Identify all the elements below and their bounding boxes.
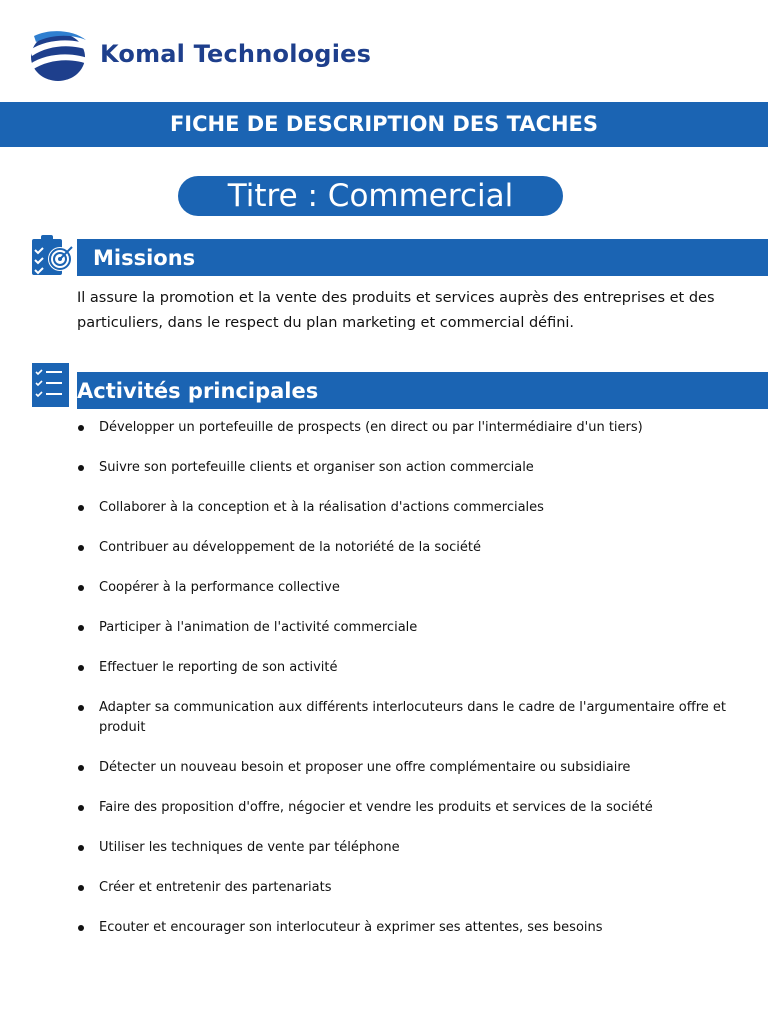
- brand-name: Komal Technologies: [100, 40, 372, 68]
- list-item: [78, 878, 748, 898]
- list-item-text: Suivre son portefeuille clients et organiser son action commerciale: [99, 460, 534, 475]
- list-item: [78, 538, 748, 558]
- list-item-text: Créer et entretenir des partenariats: [99, 880, 332, 895]
- list-item-text: Collaborer à la conception et à la réalisation d'actions commerciales: [99, 500, 544, 515]
- bullet-icon: [78, 585, 84, 591]
- list-item-text: Effectuer le reporting de son activité: [99, 660, 338, 675]
- bullet-icon: [78, 545, 84, 551]
- list-item: [78, 698, 748, 738]
- bullet-icon: [78, 665, 84, 671]
- bullet-icon: [78, 765, 84, 771]
- list-item-text: Développer un portefeuille de prospects (en direct ou par l'intermédiaire d'un tiers): [99, 420, 643, 435]
- list-item: [78, 578, 748, 598]
- missions-heading: Missions: [93, 246, 196, 270]
- activities-list: [78, 418, 748, 958]
- list-item: [78, 498, 748, 518]
- list-item-text: Utiliser les techniques de vente par téléphone: [99, 840, 400, 855]
- list-item-text: Contribuer au développement de la notoriété de la société: [99, 540, 481, 555]
- job-title: Titre : Commercial: [178, 176, 563, 216]
- list-item: [78, 618, 748, 638]
- list-item: [78, 758, 748, 778]
- bullet-icon: [78, 705, 84, 711]
- bullet-icon: [78, 845, 84, 851]
- list-item: [78, 458, 748, 478]
- bullet-icon: [78, 885, 84, 891]
- list-item: [78, 658, 748, 678]
- list-item-text: Coopérer à la performance collective: [99, 580, 340, 595]
- list-item: [78, 798, 748, 818]
- list-item-text: Faire des proposition d'offre, négocier et vendre les produits et services de la société: [99, 800, 653, 815]
- missions-description: Il assure la promotion et la vente des produits et services auprès des entreprises et des particuliers, dans le respect du plan marketing et commercial défini.: [77, 290, 715, 331]
- list-item: [78, 418, 748, 438]
- bullet-icon: [78, 465, 84, 471]
- list-item: [78, 838, 748, 858]
- document-banner: FICHE DE DESCRIPTION DES TACHES: [0, 102, 768, 147]
- list-item-text: Ecouter et encourager son interlocuteur à exprimer ses attentes, ses besoins: [99, 920, 603, 935]
- bullet-icon: [78, 805, 84, 811]
- clipboard-target-icon: [30, 233, 74, 277]
- company-logo-icon: [28, 30, 92, 82]
- checklist-icon: [30, 363, 74, 407]
- bullet-icon: [78, 625, 84, 631]
- list-item-text: Détecter un nouveau besoin et proposer une offre complémentaire ou subsidiaire: [99, 760, 631, 775]
- activities-heading: Activités principales: [77, 379, 319, 403]
- list-item: [78, 918, 748, 938]
- bullet-icon: [78, 925, 84, 931]
- list-item-text: Participer à l'animation de l'activité commerciale: [99, 620, 418, 635]
- bullet-icon: [78, 505, 84, 511]
- list-item-text: Adapter sa communication aux différents interlocuteurs dans le cadre de l'argumentaire offre et produit: [99, 700, 726, 735]
- bullet-icon: [78, 425, 84, 431]
